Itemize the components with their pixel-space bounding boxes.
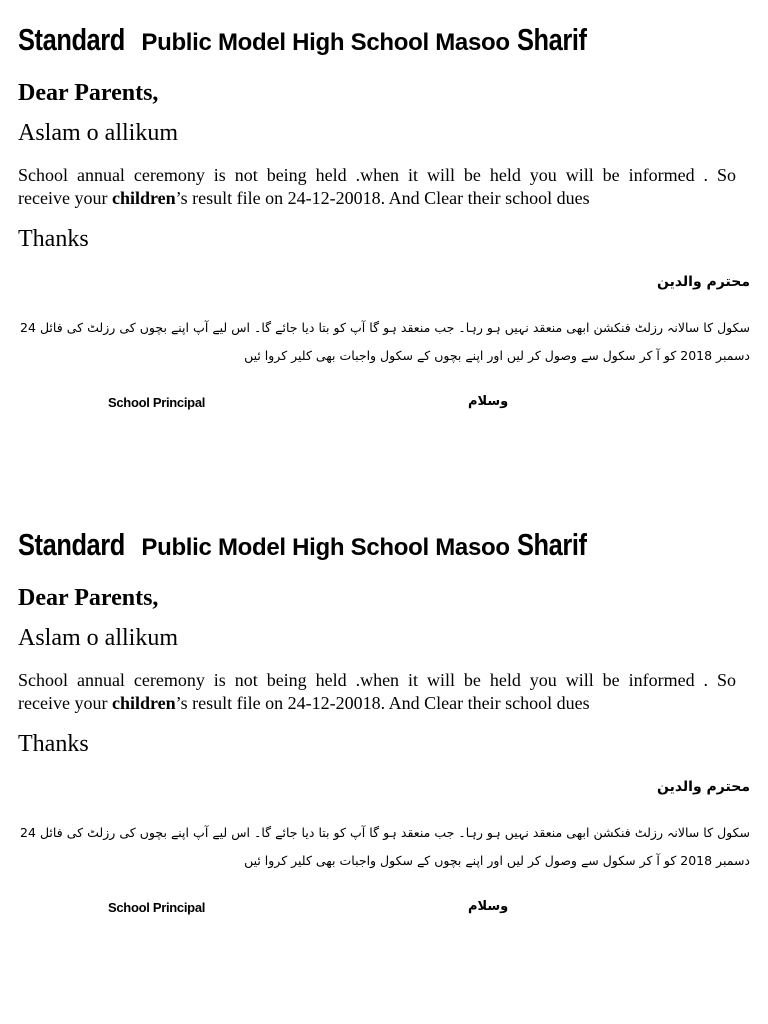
greeting: Dear Parents,: [18, 80, 159, 106]
school-title-first-word: Standard: [18, 22, 125, 57]
urdu-closing: وسلام: [468, 899, 509, 914]
urdu-heading: محترم والدین: [656, 779, 750, 795]
thanks: Thanks: [18, 226, 89, 252]
notice-1: [0, 0, 768, 505]
thanks: Thanks: [18, 731, 89, 757]
body-line-2-bold: children: [111, 188, 176, 208]
body-line-2-pre: receive your: [18, 188, 112, 208]
notice-body-line-1: School annual ceremony is not being held .when it will be held you will be informed . So: [18, 165, 736, 185]
school-title-middle: Public Model High School Masoo: [141, 29, 510, 56]
notice-body-line-2: [18, 692, 736, 715]
school-title-last-word: Sharif: [516, 22, 587, 57]
school-title-first-word: Standard: [18, 527, 125, 562]
notice-body-line-2: [18, 187, 736, 210]
school-title: [18, 18, 602, 65]
urdu-closing: وسلام: [468, 394, 509, 409]
school-title-last-word: Sharif: [516, 527, 587, 562]
principal-label: School Principal: [108, 395, 206, 410]
body-line-2-pre: receive your: [18, 693, 112, 713]
notice-2: [0, 505, 768, 1010]
salutation: Aslam o allikum: [18, 120, 178, 146]
urdu-body: سکول کا سالانہ رزلٹ فنکشن ابھی منعقد نہیں ہو رہا۔ جب منعقد ہو گا آپ کو بتا دیا جائے گا۔ اس لیے آپ اپنے بچوں کی رزلٹ کی فائل 24 دسمبر 2018 کو آ کر سکول سے وصول کر لیں اور اپنے بچوں کے سکول واجبات بھی کلیر کروا ئیں: [20, 320, 750, 363]
greeting: Dear Parents,: [18, 585, 159, 611]
notice-body: [18, 164, 736, 210]
salutation: Aslam o allikum: [18, 625, 178, 651]
notice-body-line-1: School annual ceremony is not being held .when it will be held you will be informed . So: [18, 670, 736, 690]
notice-body: [18, 669, 736, 715]
body-line-2-post: ’s result file on 24-12-20018. And Clear their school dues: [175, 188, 590, 208]
school-title: [18, 523, 602, 570]
school-title-middle: Public Model High School Masoo: [141, 534, 510, 561]
body-line-2-post: ’s result file on 24-12-20018. And Clear their school dues: [175, 693, 590, 713]
urdu-body: سکول کا سالانہ رزلٹ فنکشن ابھی منعقد نہیں ہو رہا۔ جب منعقد ہو گا آپ کو بتا دیا جائے گا۔ اس لیے آپ اپنے بچوں کی رزلٹ کی فائل 24 دسمبر 2018 کو آ کر سکول سے وصول کر لیں اور اپنے بچوں کے سکول واجبات بھی کلیر کروا ئیں: [20, 825, 750, 868]
urdu-heading: محترم والدین: [656, 274, 750, 290]
principal-label: School Principal: [108, 900, 206, 915]
body-line-2-bold: children: [111, 693, 176, 713]
